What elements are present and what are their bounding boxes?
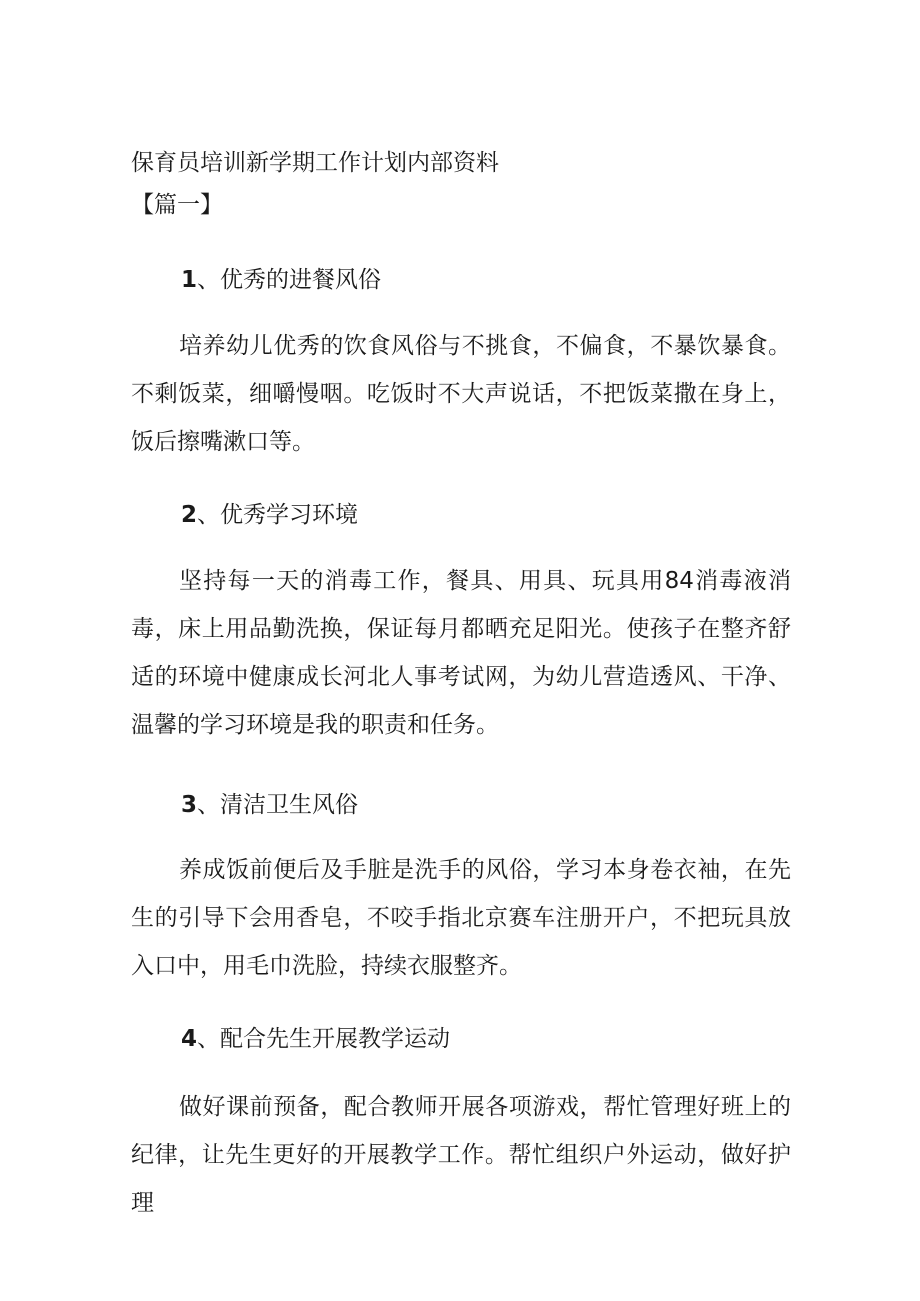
section-4-body: 做好课前预备，配合教师开展各项游戏，帮忙管理好班上的纪律，让先生更好的开展教学工作。帮忙组织户外运动，做好护理 xyxy=(131,1094,791,1216)
section-2-heading xyxy=(181,498,358,532)
section-number: 2 xyxy=(181,502,198,528)
section-number: 1 xyxy=(181,267,198,293)
section-separator: 、 xyxy=(197,1026,221,1052)
section-heading-text: 优秀学习环境 xyxy=(220,502,359,528)
section-heading-text: 配合先生开展教学运动 xyxy=(220,1026,451,1052)
part-label: 【篇一】 xyxy=(131,192,223,218)
section-separator: 、 xyxy=(197,267,221,293)
section-separator: 、 xyxy=(197,792,221,818)
section-heading-text: 优秀的进餐风俗 xyxy=(220,267,382,293)
section-heading-text: 清洁卫生风俗 xyxy=(220,792,359,818)
section-separator: 、 xyxy=(197,502,221,528)
section-1-heading xyxy=(181,263,381,297)
section-3-heading xyxy=(181,788,358,822)
section-2-body: 坚持每一天的消毒工作，餐具、用具、玩具用84消毒液消毒，床上用品勤洗换，保证每月都晒充足阳光。使孩子在整齐舒适的环境中健康成长河北人事考试网，为幼儿营造透风、干净、温馨的学习环境是我的职责和任务。 xyxy=(131,568,791,738)
section-number: 3 xyxy=(181,792,198,818)
section-number: 4 xyxy=(181,1026,198,1052)
section-1-body: 培养幼儿优秀的饮食风俗与不挑食，不偏食，不暴饮暴食。不剩饭菜，细嚼慢咽。吃饭时不大声说话，不把饭菜撒在身上，饭后擦嘴漱口等。 xyxy=(131,333,791,455)
section-4-heading xyxy=(181,1022,450,1056)
section-3-body: 养成饭前便后及手脏是洗手的风俗，学习本身卷衣袖，在先生的引导下会用香皂，不咬手指北京赛车注册开户，不把玩具放入口中，用毛巾洗脸，持续衣服整齐。 xyxy=(131,857,791,979)
document-title: 保育员培训新学期工作计划内部资料 xyxy=(131,150,499,176)
